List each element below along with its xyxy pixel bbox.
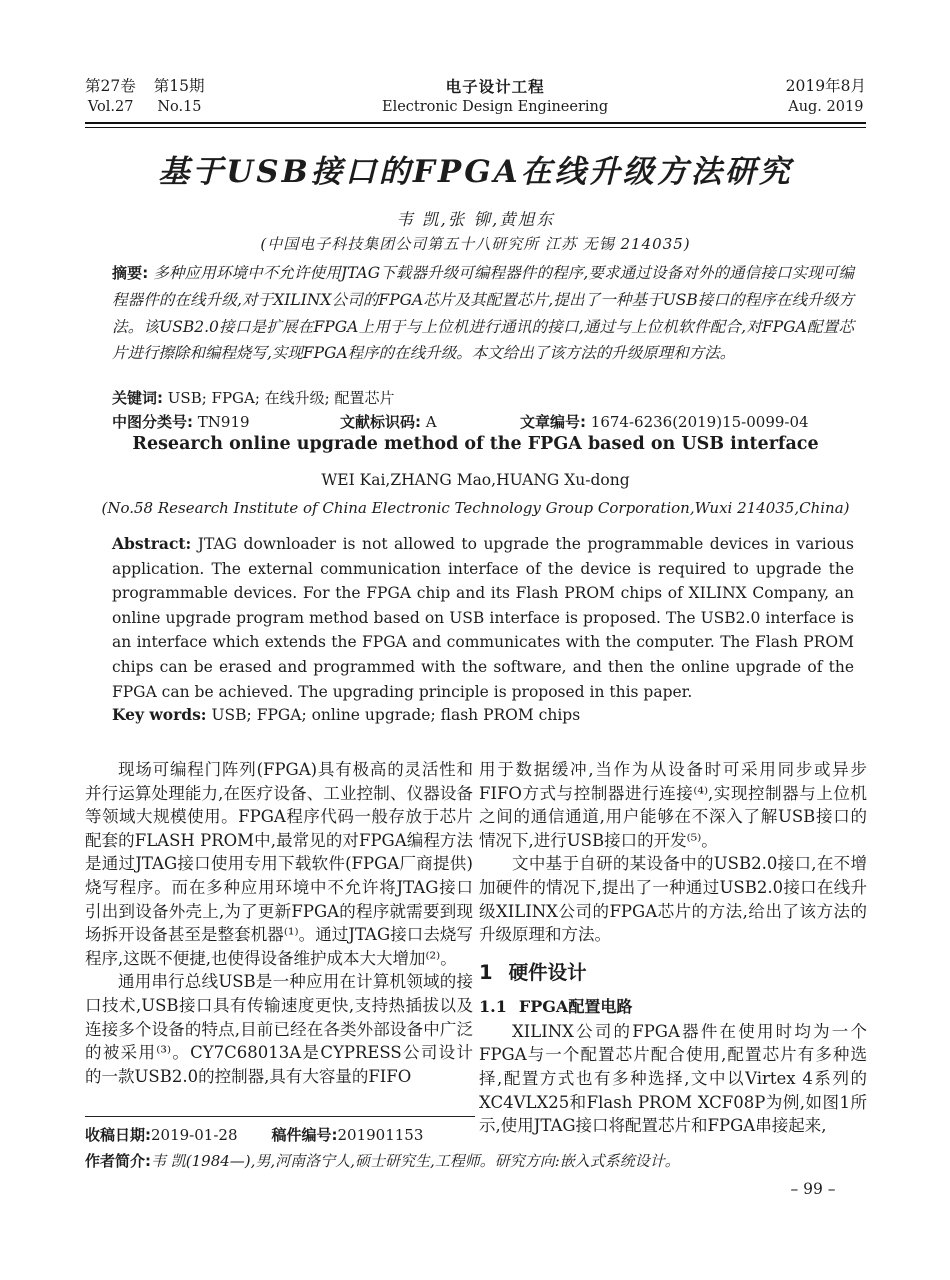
abstract-cn-label: 摘要: — [112, 264, 149, 282]
document-code — [340, 411, 520, 432]
abstract-cn — [112, 260, 854, 367]
clc-number — [112, 411, 340, 432]
header-volume-issue — [85, 76, 204, 117]
journal-name-cn: 电子设计工程 — [445, 77, 545, 96]
section-heading-1 — [479, 960, 867, 986]
issue-cn: 第15期 — [153, 77, 205, 95]
clc-value: TN919 — [197, 413, 250, 431]
article-id-label: 文章编号: — [520, 413, 586, 431]
date-cn: 2019年8月 — [785, 77, 866, 95]
header-date — [786, 76, 866, 117]
body-paragraph: 文中基于自研的某设备中的USB2.0接口,在不增加硬件的情况下,提出了一种通过USB2.0接口在线升级XILINX公司的FPGA芯片的方法,给出了该方法的升级原理和方法。 — [479, 854, 867, 945]
article-id — [520, 411, 809, 432]
body-paragraph: 现场可编程门阵列(FPGA)具有极高的灵活性和并行运算处理能力,在医疗设备、工业控制、仪器设备等领域大规模使用。FPGA程序代码一般存放于芯片配套的FLASH PROM中,最常见的对FPGA编程方法是通过JTAG接口使用专用下载软件(FPGA厂商提供)烧写程序。而在多种应用环境中不允许将JTAG接口引出到设备外壳上,为了更新FPGA的程序就需要到现场拆开设备甚至是整套机器⁽¹⁾。通过JTAG接口去烧写程序,这既不便捷,也使得设备维护成本大大增加⁽²⁾。 — [85, 760, 473, 968]
received-date-value: 2019-01-28 — [151, 1126, 238, 1144]
issue-en: No.15 — [157, 99, 202, 115]
article-title-cn: 基于USB接口的FPGA在线升级方法研究 — [158, 154, 793, 190]
classification-line — [112, 411, 854, 432]
header-journal-name — [382, 76, 608, 117]
keywords-cn-text: USB; FPGA; 在线升级; 配置芯片 — [167, 389, 395, 407]
footnote-divider — [85, 1116, 475, 1117]
abstract-cn-text: 多种应用环境中不允许使用JTAG下载器升级可编程器件的程序,要求通过设备对外的通信接口实现可编程器件的在线升级,对于XILINX公司的FPGA芯片及其配置芯片,提出了一种基于USB接口的程序在线升级方法。该USB2.0接口是扩展在FPGA上用于与上位机进行通讯的接口,通过与上位机软件配合,对FPGA配置芯片进行擦除和编程烧写,实现FPGA程序的在线升级。本文给出了该方法的升级原理和方法。 — [112, 264, 855, 363]
subsection-number: 1.1 — [479, 996, 507, 1016]
abstract-en-text: JTAG downloader is not allowed to upgrade the programmable devices in various application. The external communication interface of the device is required to upgrade the programmable devices. For the FPGA chip and its Flash PROM chips of XILINX Company, an online upgrade program method based on USB interface is proposed. The USB2.0 interface is an interface which extends the FPGA and communicates with the computer. The Flash PROM chips can be erased and programmed with the software, and then the online upgrade of the FPGA can be achieved. The upgrading principle is proposed in this paper. — [112, 535, 854, 701]
abstract-en — [112, 532, 854, 704]
article-id-value: 1674-6236(2019)15-0099-04 — [590, 413, 809, 431]
authors-cn: 韦 凯,张 铆,黄旭东 — [396, 210, 555, 229]
journal-name-en: Electronic Design Engineering — [381, 99, 609, 115]
body-paragraph: 通用串行总线USB是一种应用在计算机领域的接口技术,USB接口具有传输速度更快,支持热插拔以及连接多个设备的特点,目前已经在各类外部设备中广泛的被采用⁽³⁾。CY7C68013A是CYPRESS公司设计的一款USB2.0的控制器,具有大容量的FIFO — [85, 972, 473, 1086]
keywords-en — [112, 705, 854, 724]
keywords-en-label: Key words: — [112, 705, 207, 724]
body-column-right — [479, 758, 867, 1160]
clc-label: 中图分类号: — [112, 413, 193, 431]
body-paragraph: 用于数据缓冲,当作为从设备时可采用同步或异步FIFO方式与控制器进行连接⁽⁴⁾,实现控制器与上位机之间的通信通道,用户能够在不深入了解USB接口的情况下,进行USB接口的开发⁽⁵⁾。 — [479, 760, 867, 850]
header-divider — [85, 122, 866, 128]
affiliation-cn: (中国电子科技集团公司第五十八研究所 江苏 无锡 214035) — [260, 235, 691, 253]
volume-en: Vol.27 — [87, 99, 134, 115]
author-bio — [85, 1150, 745, 1171]
manuscript-id-label: 稿件编号: — [271, 1126, 338, 1144]
author-bio-label: 作者简介: — [85, 1152, 151, 1170]
keywords-en-text: USB; FPGA; online upgrade; flash PROM chips — [211, 706, 581, 724]
footnote-dates — [85, 1124, 505, 1145]
section-heading-1-1 — [479, 996, 867, 1018]
date-en: Aug. 2019 — [788, 99, 864, 115]
body-paragraph: XILINX公司的FPGA器件在使用时均为一个FPGA与一个配置芯片配合使用,配置芯片有多种选择,配置方式也有多种选择,文中以Virtex 4系列的XC4VLX25和Flash PROM XCF08P为例,如图1所示,使用JTAG接口将配置芯片和FPGA串接起来, — [479, 1021, 867, 1136]
abstract-en-label: Abstract: — [112, 534, 192, 553]
affiliation-en: (No.58 Research Institute of China Electronic Technology Group Corporation,Wuxi 214035,China) — [101, 499, 850, 517]
document-code-label: 文献标识码: — [340, 413, 421, 431]
author-bio-text: 韦 凯(1984—),男,河南洛宁人,硕士研究生,工程师。研究方向:嵌入式系统设计。 — [151, 1152, 680, 1170]
section-title: 硬件设计 — [508, 960, 587, 984]
journal-header — [85, 76, 866, 117]
section-number: 1 — [479, 960, 493, 984]
body-column-left — [85, 758, 473, 1115]
document-code-value: A — [425, 413, 437, 431]
volume-cn: 第27卷 — [85, 77, 136, 95]
keywords-cn-label: 关键词: — [112, 389, 163, 407]
received-date-label: 收稿日期: — [85, 1126, 151, 1144]
manuscript-id-value: 201901153 — [337, 1126, 424, 1144]
keywords-cn — [112, 386, 854, 410]
subsection-title: FPGA配置电路 — [518, 996, 633, 1016]
authors-en: WEI Kai,ZHANG Mao,HUANG Xu-dong — [321, 471, 630, 489]
article-title-en: Research online upgrade method of the FPGA based on USB interface — [132, 434, 819, 454]
page-number: – 99 – — [790, 1180, 836, 1198]
